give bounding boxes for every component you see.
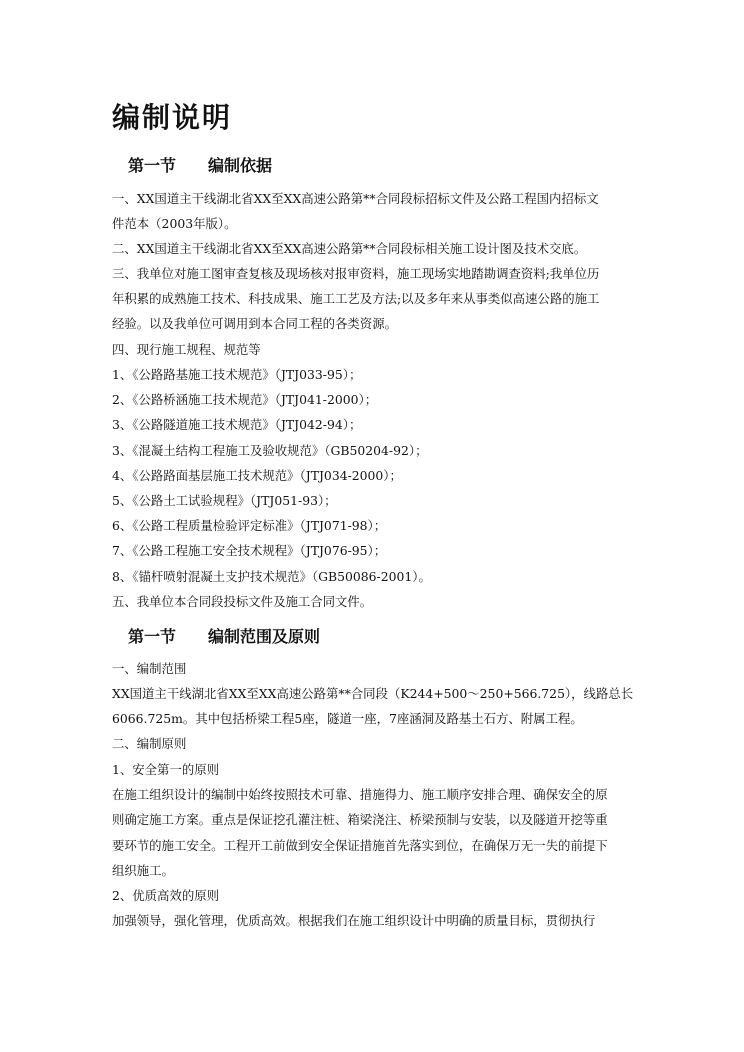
text-line: 1、安全第一的原则 (112, 762, 220, 777)
standard-item: 1、《公路路基施工技术规范》（JTJ033-95）； (112, 367, 362, 382)
text-line: 一、XX国道主干线湖北省XX至XX高速公路第**合同段标招标文件及公路工程国内招标文 (112, 191, 599, 206)
standard-item: 4、《公路路面基层施工技术规范》（JTJ034-2000）； (112, 468, 402, 483)
text-line: 加强领导，强化管理，优质高效。根据我们在施工组织设计中明确的质量目标，贯彻执行 (112, 913, 596, 928)
standard-item: 7、《公路工程施工安全技术规程》（JTJ076-95）； (112, 543, 387, 558)
text-line: 经验。以及我单位可调用到本合同工程的各类资源。 (112, 316, 397, 331)
section-title: 编制范围及原则 (208, 627, 321, 646)
standard-item: 6、《公路工程质量检验评定标准》（JTJ071-98）； (112, 518, 387, 533)
section-title: 编制依据 (208, 156, 273, 175)
section-heading-scope (128, 625, 320, 649)
text-line: 2、优质高效的原则 (112, 888, 220, 903)
text-line: 要环节的施工安全。工程开工前做到安全保证措施首先落实到位，在确保万无一失的前提下 (112, 838, 608, 853)
text-line: 四、现行施工规程、规范等 (112, 342, 261, 357)
standard-item: 5、《公路土工试验规程》（JTJ051-93）； (112, 493, 337, 508)
text-line: XX国道主干线湖北省XX至XX高速公路第**合同段（K244+500～250+566.725），线路总长 (112, 686, 634, 701)
standard-item: 3、《混凝土结构工程施工及验收规范》（GB50204-92）； (112, 443, 428, 458)
text-line: 组织施工。 (112, 863, 174, 878)
text-line: 三、我单位对施工图审查复核及现场核对报审资料，施工现场实地踏勘调查资料;我单位历 (112, 266, 600, 281)
section-number: 第一节 (128, 156, 177, 175)
text-line: 五、我单位本合同段投标文件及施工合同文件。 (112, 594, 373, 609)
text-line: 6066.725m。其中包括桥梁工程5座，隧道一座，7座涵洞及路基土石方、附属工程。 (112, 711, 583, 726)
text-line: 二、XX国道主干线湖北省XX至XX高速公路第**合同段标相关施工设计图及技术交底。 (112, 241, 587, 256)
standard-item: 8、《锚杆喷射混凝土支护技术规范》（GB50086-2001）。 (112, 569, 431, 584)
text-line: 二、编制原则 (112, 736, 187, 751)
text-line: 在施工组织设计的编制中始终按照技术可靠、措施得力、施工顺序安排合理、确保安全的原 (112, 787, 608, 802)
text-line: 则确定施工方案。重点是保证挖孔灌注桩、箱梁浇注、桥梁预制与安装，以及隧道开挖等重 (112, 812, 608, 827)
text-line: 件范本（2003年版）。 (112, 216, 237, 231)
section-heading-basis (128, 154, 272, 178)
standard-item: 3、《公路隧道施工技术规范》（JTJ042-94）； (112, 417, 362, 432)
document-title: 编制说明 (112, 101, 233, 134)
section-number: 第一节 (128, 627, 177, 646)
text-line: 年积累的成熟施工技术、科技成果、施工工艺及方法;以及多年来从事类似高速公路的施工 (112, 291, 600, 306)
text-line: 一、编制范围 (112, 661, 187, 676)
standard-item: 2、《公路桥涵施工技术规范》（JTJ041-2000）； (112, 392, 378, 407)
